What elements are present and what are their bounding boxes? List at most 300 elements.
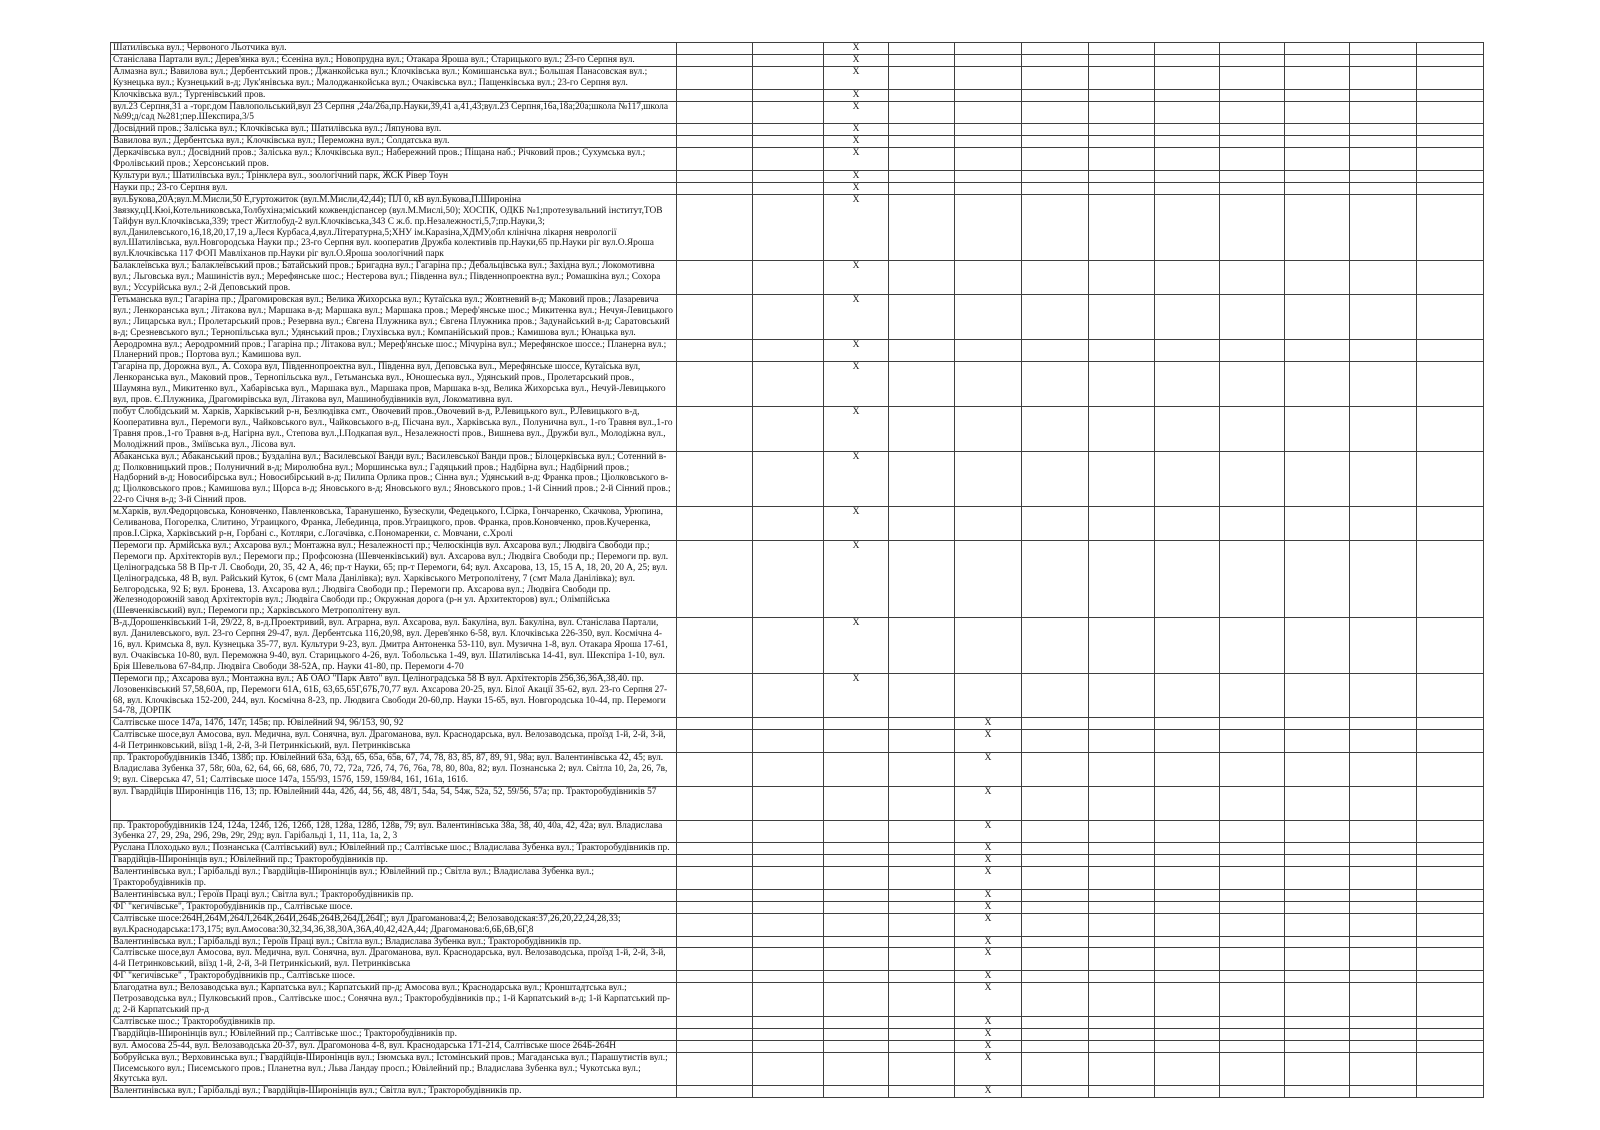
check-cell: [1220, 618, 1285, 674]
check-cell: [889, 194, 955, 260]
x-mark-cell: X: [824, 451, 889, 507]
check-cell: [677, 66, 753, 89]
check-cell: [889, 971, 955, 983]
check-cell: [1022, 136, 1089, 148]
check-cell: [889, 407, 955, 452]
check-cell: [1089, 101, 1155, 124]
check-cell: [1220, 753, 1285, 787]
check-cell: [1022, 362, 1089, 407]
check-cell: [1285, 1028, 1350, 1040]
x-mark-cell: X: [955, 1028, 1022, 1040]
check-cell: [1285, 339, 1350, 362]
check-cell: [753, 753, 824, 787]
check-cell: [1417, 618, 1484, 674]
x-mark-cell: X: [824, 540, 889, 617]
check-cell: [1220, 362, 1285, 407]
check-cell: [1350, 889, 1417, 901]
check-cell: [1089, 983, 1155, 1017]
check-cell: [677, 971, 753, 983]
x-mark-cell: X: [955, 855, 1022, 867]
x-mark-cell: X: [824, 618, 889, 674]
table-row: [111, 1028, 1484, 1040]
check-cell: [1220, 948, 1285, 971]
address-cell: Культури вул.; Шатилівська вул.; Трінклера вул., зоологічний парк, ЖСК Рівер Тоун: [111, 170, 677, 182]
check-cell: [1022, 913, 1089, 936]
check-cell: [677, 855, 753, 867]
check-cell: [753, 451, 824, 507]
check-cell: [824, 718, 889, 730]
check-cell: [1417, 753, 1484, 787]
check-cell: [1022, 673, 1089, 718]
check-cell: [889, 124, 955, 136]
check-cell: [1155, 820, 1220, 843]
check-cell: [1155, 362, 1220, 407]
check-cell: [677, 136, 753, 148]
check-cell: [824, 983, 889, 1017]
check-cell: [1285, 786, 1350, 820]
table-row: [111, 730, 1484, 753]
check-cell: [1155, 1016, 1220, 1028]
check-cell: [1285, 194, 1350, 260]
address-cell: В-д.Дорошенківський 1-й, 29/22, 8, в-д.Проектривий, вул. Аграрна, вул. Ахсарова, вул. Бакуліна, вул. Бакуліна, вул. Станіслава Партали, вул. Данилевського, вул. 23-го Серпня 29-47, вул. Дербентська 116,20,98, вул. Дерев'янко 6-58, вул. Клочківська 226-350, вул. Космічна 4-16, вул. Кримська 8, вул. Кузнецька 35-77, вул. Культури 9-23, вул. Дмитра Антоненка 53-110, вул. Музична 1-8, вул. Отакара Яроша 17-61, вул. Очаківська 10-80, вул. Переможна 9-40, вул. Старицького 4-26, вул. Тобольська 1-49, вул. Шатилівська 14-41, вул. Шекспіра 1-10, вул. Брія Шевельова 67-84,пр. Людвіга Свободи 38-52А, пр. Науки 41-80, пр. Перемоги 4-70: [111, 618, 677, 674]
check-cell: [677, 1040, 753, 1052]
check-cell: [955, 540, 1022, 617]
check-cell: [1350, 124, 1417, 136]
check-cell: [1220, 136, 1285, 148]
check-cell: [824, 901, 889, 913]
check-cell: [1285, 407, 1350, 452]
check-cell: [677, 673, 753, 718]
check-cell: [677, 718, 753, 730]
check-cell: [1417, 855, 1484, 867]
check-cell: [1417, 1016, 1484, 1028]
check-cell: [824, 1028, 889, 1040]
check-cell: [1155, 913, 1220, 936]
check-cell: [1220, 54, 1285, 66]
check-cell: [1285, 913, 1350, 936]
check-cell: [1285, 718, 1350, 730]
check-cell: [1155, 971, 1220, 983]
address-cell: пр. Тракторобудівників 124, 124а, 124б, 126, 126б, 128, 128а, 128б, 128в, 79; вул. Валентинівська 38а, 38, 40, 40а, 42, 42а; вул. Владислава Зубенка 27, 29, 29а, 29б, 29в, 29г, 29д; вул. Гарібальді 1, 11, 11а, 1а, 2, 3: [111, 820, 677, 843]
check-cell: [1285, 66, 1350, 89]
check-cell: [955, 136, 1022, 148]
table-row: [111, 407, 1484, 452]
check-cell: [677, 889, 753, 901]
check-cell: [753, 194, 824, 260]
address-cell: Благодатна вул.; Велозаводська вул.; Карпатська вул.; Карпатський пр-д; Амосова вул.; Краснодарська вул.; Кронштадтська вул.; Петрозаводська вул.; Пулковський пров., Салтівське шос.; Сонячна вул.; Тракторобудівників пр.; 1-й Карпатський в-д; 1-й Карпатський пр-д; 2-й Карпатський пр-д: [111, 983, 677, 1017]
check-cell: [1285, 43, 1350, 55]
check-cell: [1417, 294, 1484, 339]
table-row: [111, 901, 1484, 913]
check-cell: [824, 867, 889, 890]
x-mark-cell: X: [824, 182, 889, 194]
check-cell: [1220, 124, 1285, 136]
check-cell: [1089, 136, 1155, 148]
check-cell: [753, 1028, 824, 1040]
check-cell: [1022, 170, 1089, 182]
address-cell: Валентинівська вул.; Гарібальді вул.; Гвардійців-Широнінців вул.; Світла вул.; Тракторобудівників пр.: [111, 1086, 677, 1098]
check-cell: [1350, 54, 1417, 66]
address-cell: побут Слобідський м. Харків, Харківський р-н, Безлюдівка смт., Овочевий пров.,Овочевий в-д, Р.Левицького вул., Р.Левицького в-д, Кооперативна вул., Перемоги вул., Чайковського вул., Чайковського в-д, Пісчана вул., Харківська вул., Полунична вул., 1-го Травня вул.,1-го Травня пров.,1-го Травня в-д, Нагірна вул., Степова вул.,І.Подкапая вул., Незалежності пров., Вишнева вул., Дружби вул., Молодіжна вул., Молодіжний пров., Зміївська вул., Лісова вул.: [111, 407, 677, 452]
check-cell: [1417, 786, 1484, 820]
check-cell: [1285, 1052, 1350, 1086]
check-cell: [824, 1086, 889, 1098]
check-cell: [1155, 753, 1220, 787]
check-cell: [1285, 294, 1350, 339]
table-row: [111, 182, 1484, 194]
check-cell: [1220, 786, 1285, 820]
check-cell: [824, 730, 889, 753]
check-cell: [1220, 540, 1285, 617]
table-row: [111, 1016, 1484, 1028]
check-cell: [1155, 618, 1220, 674]
table-row: [111, 89, 1484, 101]
check-cell: [1285, 889, 1350, 901]
check-cell: [753, 948, 824, 971]
check-cell: [1022, 124, 1089, 136]
address-cell: Деркачівська вул.; Досвідний пров.; Заліська вул.; Клочківська вул.; Набережний пров.; Піщана наб.; Річковий пров.; Сухумська вул.; Фролівський пров.; Херсонський пров.: [111, 148, 677, 171]
check-cell: [889, 820, 955, 843]
check-cell: [1285, 730, 1350, 753]
check-cell: [1089, 339, 1155, 362]
check-cell: [1220, 507, 1285, 541]
check-cell: [1155, 451, 1220, 507]
check-cell: [1155, 673, 1220, 718]
check-cell: [824, 753, 889, 787]
check-cell: [677, 407, 753, 452]
x-mark-cell: X: [955, 901, 1022, 913]
check-cell: [1022, 936, 1089, 948]
x-mark-cell: X: [824, 43, 889, 55]
check-cell: [1155, 261, 1220, 295]
check-cell: [1350, 182, 1417, 194]
check-cell: [1022, 889, 1089, 901]
check-cell: [889, 1052, 955, 1086]
table-row: [111, 618, 1484, 674]
check-cell: [1417, 1052, 1484, 1086]
check-cell: [889, 843, 955, 855]
check-cell: [1089, 1016, 1155, 1028]
x-mark-cell: X: [955, 786, 1022, 820]
address-cell: Гвардійців-Широнінців вул.; Ювілейний пр.; Салтівське шос.; Тракторобудівників пр.: [111, 1028, 677, 1040]
x-mark-cell: X: [955, 971, 1022, 983]
address-table-body: [111, 43, 1484, 1098]
check-cell: [889, 451, 955, 507]
x-mark-cell: X: [955, 753, 1022, 787]
check-cell: [1417, 936, 1484, 948]
check-cell: [1089, 843, 1155, 855]
check-cell: [1089, 1028, 1155, 1040]
check-cell: [955, 182, 1022, 194]
check-cell: [1155, 89, 1220, 101]
address-cell: вул.23 Серпня,31 а -торг.дом Павлопольський,вул 23 Серпня ,24а/26а,пр.Науки,39,41 а,41,43;вул.23 Серпня,16а,18а;20а;школа №117,школа №99;д/сад №281;пер.Шекспира,3/5: [111, 101, 677, 124]
check-cell: [889, 507, 955, 541]
check-cell: [1285, 971, 1350, 983]
check-cell: [677, 936, 753, 948]
check-cell: [889, 913, 955, 936]
x-mark-cell: X: [824, 507, 889, 541]
check-cell: [1285, 1040, 1350, 1052]
check-cell: [889, 730, 955, 753]
table-row: [111, 261, 1484, 295]
check-cell: [1417, 540, 1484, 617]
address-cell: Валентинівська вул.; Гарібальді вул.; Гвардійців-Широнінців вул.; Ювілейний пр.; Світла вул.; Владислава Зубенка вул.; Тракторобудівників пр.: [111, 867, 677, 890]
check-cell: [889, 855, 955, 867]
check-cell: [753, 901, 824, 913]
address-cell: Вавилова вул.; Дербентська вул.; Клочківська вул.; Переможна вул.; Солдатська вул.: [111, 136, 677, 148]
check-cell: [1220, 451, 1285, 507]
check-cell: [889, 867, 955, 890]
check-cell: [889, 170, 955, 182]
table-row: [111, 124, 1484, 136]
table-row: [111, 936, 1484, 948]
check-cell: [1220, 294, 1285, 339]
table-row: [111, 948, 1484, 971]
check-cell: [1220, 101, 1285, 124]
x-mark-cell: X: [955, 867, 1022, 890]
check-cell: [1417, 124, 1484, 136]
check-cell: [955, 101, 1022, 124]
check-cell: [1417, 261, 1484, 295]
check-cell: [1022, 786, 1089, 820]
x-mark-cell: X: [824, 101, 889, 124]
check-cell: [1285, 820, 1350, 843]
check-cell: [753, 718, 824, 730]
check-cell: [1089, 507, 1155, 541]
check-cell: [1285, 540, 1350, 617]
check-cell: [889, 89, 955, 101]
x-mark-cell: X: [955, 936, 1022, 948]
table-row: [111, 971, 1484, 983]
check-cell: [1285, 54, 1350, 66]
check-cell: [1022, 753, 1089, 787]
check-cell: [1155, 786, 1220, 820]
table-row: [111, 507, 1484, 541]
check-cell: [955, 170, 1022, 182]
check-cell: [753, 43, 824, 55]
check-cell: [955, 54, 1022, 66]
address-cell: Шатилівська вул.; Червоного Льотчика вул.: [111, 43, 677, 55]
check-cell: [824, 971, 889, 983]
check-cell: [1350, 786, 1417, 820]
check-cell: [1417, 89, 1484, 101]
check-cell: [1089, 786, 1155, 820]
check-cell: [1089, 673, 1155, 718]
check-cell: [753, 843, 824, 855]
check-cell: [1089, 1052, 1155, 1086]
check-cell: [1350, 820, 1417, 843]
check-cell: [1089, 618, 1155, 674]
check-cell: [1350, 451, 1417, 507]
check-cell: [1155, 1028, 1220, 1040]
check-cell: [677, 983, 753, 1017]
check-cell: [1089, 124, 1155, 136]
check-cell: [677, 507, 753, 541]
check-cell: [753, 339, 824, 362]
check-cell: [677, 867, 753, 890]
check-cell: [1350, 730, 1417, 753]
check-cell: [677, 618, 753, 674]
check-cell: [753, 971, 824, 983]
check-cell: [1089, 540, 1155, 617]
address-cell: Перемоги пр. Армійська вул.; Ахсарова вул.; Монтажна вул.; Незалежності пр.; Челюскінців вул. Ахсарова вул.; Людвіга Свободи пр.; Перемоги пр. Архітекторів вул.; Перемоги пр.; Профсоюзна (Шевченківський) вул. Ахсарова вул.; Людвіга Свободи пр.; Перемоги пр. вул. Целіноградська 58 В Пр-т Л. Свободи, 20, 35, 42 А, 46; пр-т Науки, 65; пр-т Перемоги, 64; вул. Ахсарова, 13, 15, 15 А, 18, 20, 20 А, 25; вул. Целіноградська, 48 В, вул. Райський Куток, 6 (смт Мала Данілівка); вул. Харківського Метрополітену, 7 (смт Мала Данілівка); вул. Белгородська, 92 Б; вул. Бронева, 13. Ахсарова вул.; Людвіга Свободи пр.; Перемоги пр. Ахсарова вул.; Людвіга Свободи пр. Железнодорожній завод Архітекторів вул.; Людвіга Свободи пр.; Окружная дорога (р-н ул. Архитекторов) вул.; Олімпійська (Шевченківський) вул.; Перемоги пр.; Харківського Метрополітену вул.: [111, 540, 677, 617]
table-row: [111, 843, 1484, 855]
check-cell: [1220, 901, 1285, 913]
check-cell: [1350, 101, 1417, 124]
check-cell: [1089, 730, 1155, 753]
check-cell: [1417, 983, 1484, 1017]
check-cell: [753, 730, 824, 753]
check-cell: [753, 786, 824, 820]
check-cell: [824, 1040, 889, 1052]
check-cell: [753, 1040, 824, 1052]
check-cell: [1350, 261, 1417, 295]
address-cell: Науки пр.; 23-го Серпня вул.: [111, 182, 677, 194]
check-cell: [889, 261, 955, 295]
address-cell: Балаклеївська вул.; Балаклеївський пров.; Батайський пров.; Бригадна вул.; Гагаріна пр.; Дебальцівська вул.; Західна вул.; Локомотивна вул.; Льговська вул.; Машиністів вул.; Мерефянське шос.; Нестерова вул.; Південна вул.; Південнопроектна вул.; Ромашкіна вул.; Сохора вул.; Уссурійська вул.; 2-й Деповський пров.: [111, 261, 677, 295]
address-cell: Станіслава Партали вул.; Дерев'янка вул.; Єсеніна вул.; Новопрудна вул.; Отакара Яроша вул.; Старицького вул.; 23-го Серпня вул.: [111, 54, 677, 66]
table-row: [111, 294, 1484, 339]
check-cell: [1417, 182, 1484, 194]
check-cell: [1350, 673, 1417, 718]
check-cell: [677, 101, 753, 124]
check-cell: [824, 936, 889, 948]
check-cell: [1155, 901, 1220, 913]
check-cell: [1220, 170, 1285, 182]
check-cell: [1155, 730, 1220, 753]
check-cell: [1285, 170, 1350, 182]
check-cell: [1022, 54, 1089, 66]
table-row: [111, 913, 1484, 936]
check-cell: [677, 901, 753, 913]
check-cell: [1417, 867, 1484, 890]
x-mark-cell: X: [955, 730, 1022, 753]
check-cell: [677, 1016, 753, 1028]
check-cell: [1350, 407, 1417, 452]
check-cell: [677, 294, 753, 339]
check-cell: [753, 820, 824, 843]
check-cell: [1022, 948, 1089, 971]
check-cell: [753, 936, 824, 948]
address-cell: ФГ "кегичівське" , Тракторобудівників пр., Салтівське шосе.: [111, 971, 677, 983]
check-cell: [677, 89, 753, 101]
check-cell: [1285, 89, 1350, 101]
check-cell: [1350, 1052, 1417, 1086]
address-cell: ФГ "кегичівське", Тракторобудівників пр., Салтівське шосе.: [111, 901, 677, 913]
check-cell: [889, 362, 955, 407]
check-cell: [753, 1016, 824, 1028]
check-cell: [1220, 1040, 1285, 1052]
check-cell: [753, 89, 824, 101]
check-cell: [677, 948, 753, 971]
check-cell: [1417, 843, 1484, 855]
check-cell: [677, 1086, 753, 1098]
address-cell: Досвідний пров.; Заліська вул.; Клочківська вул.; Шатилівська вул.; Ляпунова вул.: [111, 124, 677, 136]
check-cell: [753, 54, 824, 66]
check-cell: [1089, 451, 1155, 507]
check-cell: [1417, 136, 1484, 148]
check-cell: [824, 948, 889, 971]
check-cell: [1089, 66, 1155, 89]
check-cell: [1350, 983, 1417, 1017]
x-mark-cell: X: [824, 194, 889, 260]
table-row: [111, 1086, 1484, 1098]
check-cell: [1220, 971, 1285, 983]
check-cell: [677, 43, 753, 55]
check-cell: [1155, 983, 1220, 1017]
check-cell: [1089, 43, 1155, 55]
x-mark-cell: X: [824, 170, 889, 182]
check-cell: [955, 43, 1022, 55]
check-cell: [1022, 983, 1089, 1017]
table-row: [111, 855, 1484, 867]
check-cell: [1285, 1016, 1350, 1028]
check-cell: [1022, 540, 1089, 617]
check-cell: [1220, 820, 1285, 843]
check-cell: [677, 753, 753, 787]
document-area: [110, 42, 1484, 1098]
check-cell: [1417, 901, 1484, 913]
check-cell: [677, 1052, 753, 1086]
check-cell: [1350, 148, 1417, 171]
check-cell: [753, 182, 824, 194]
x-mark-cell: X: [955, 889, 1022, 901]
check-cell: [1417, 1028, 1484, 1040]
address-coverage-table: [110, 42, 1484, 1098]
x-mark-cell: X: [955, 843, 1022, 855]
check-cell: [1417, 1040, 1484, 1052]
check-cell: [889, 540, 955, 617]
address-cell: Валентинівська вул.; Гарібальді вул.; Героїв Праці вул.; Світла вул.; Владислава Зубенка вул.; Тракторобудівників пр.: [111, 936, 677, 948]
check-cell: [1350, 362, 1417, 407]
check-cell: [1155, 936, 1220, 948]
check-cell: [1089, 1040, 1155, 1052]
check-cell: [1022, 867, 1089, 890]
table-row: [111, 148, 1484, 171]
check-cell: [824, 889, 889, 901]
check-cell: [1350, 194, 1417, 260]
x-mark-cell: X: [955, 983, 1022, 1017]
check-cell: [1220, 89, 1285, 101]
check-cell: [1350, 971, 1417, 983]
check-cell: [1155, 339, 1220, 362]
check-cell: [1220, 148, 1285, 171]
check-cell: [1155, 1040, 1220, 1052]
check-cell: [1089, 913, 1155, 936]
check-cell: [677, 54, 753, 66]
check-cell: [1022, 1028, 1089, 1040]
check-cell: [677, 170, 753, 182]
x-mark-cell: X: [824, 136, 889, 148]
check-cell: [1285, 362, 1350, 407]
table-row: [111, 43, 1484, 55]
check-cell: [1285, 901, 1350, 913]
check-cell: [1155, 136, 1220, 148]
check-cell: [824, 786, 889, 820]
table-row: [111, 339, 1484, 362]
check-cell: [677, 540, 753, 617]
check-cell: [1417, 148, 1484, 171]
check-cell: [677, 451, 753, 507]
check-cell: [889, 1016, 955, 1028]
check-cell: [1022, 194, 1089, 260]
check-cell: [955, 362, 1022, 407]
table-row: [111, 540, 1484, 617]
check-cell: [889, 66, 955, 89]
check-cell: [889, 294, 955, 339]
check-cell: [1089, 753, 1155, 787]
check-cell: [753, 294, 824, 339]
